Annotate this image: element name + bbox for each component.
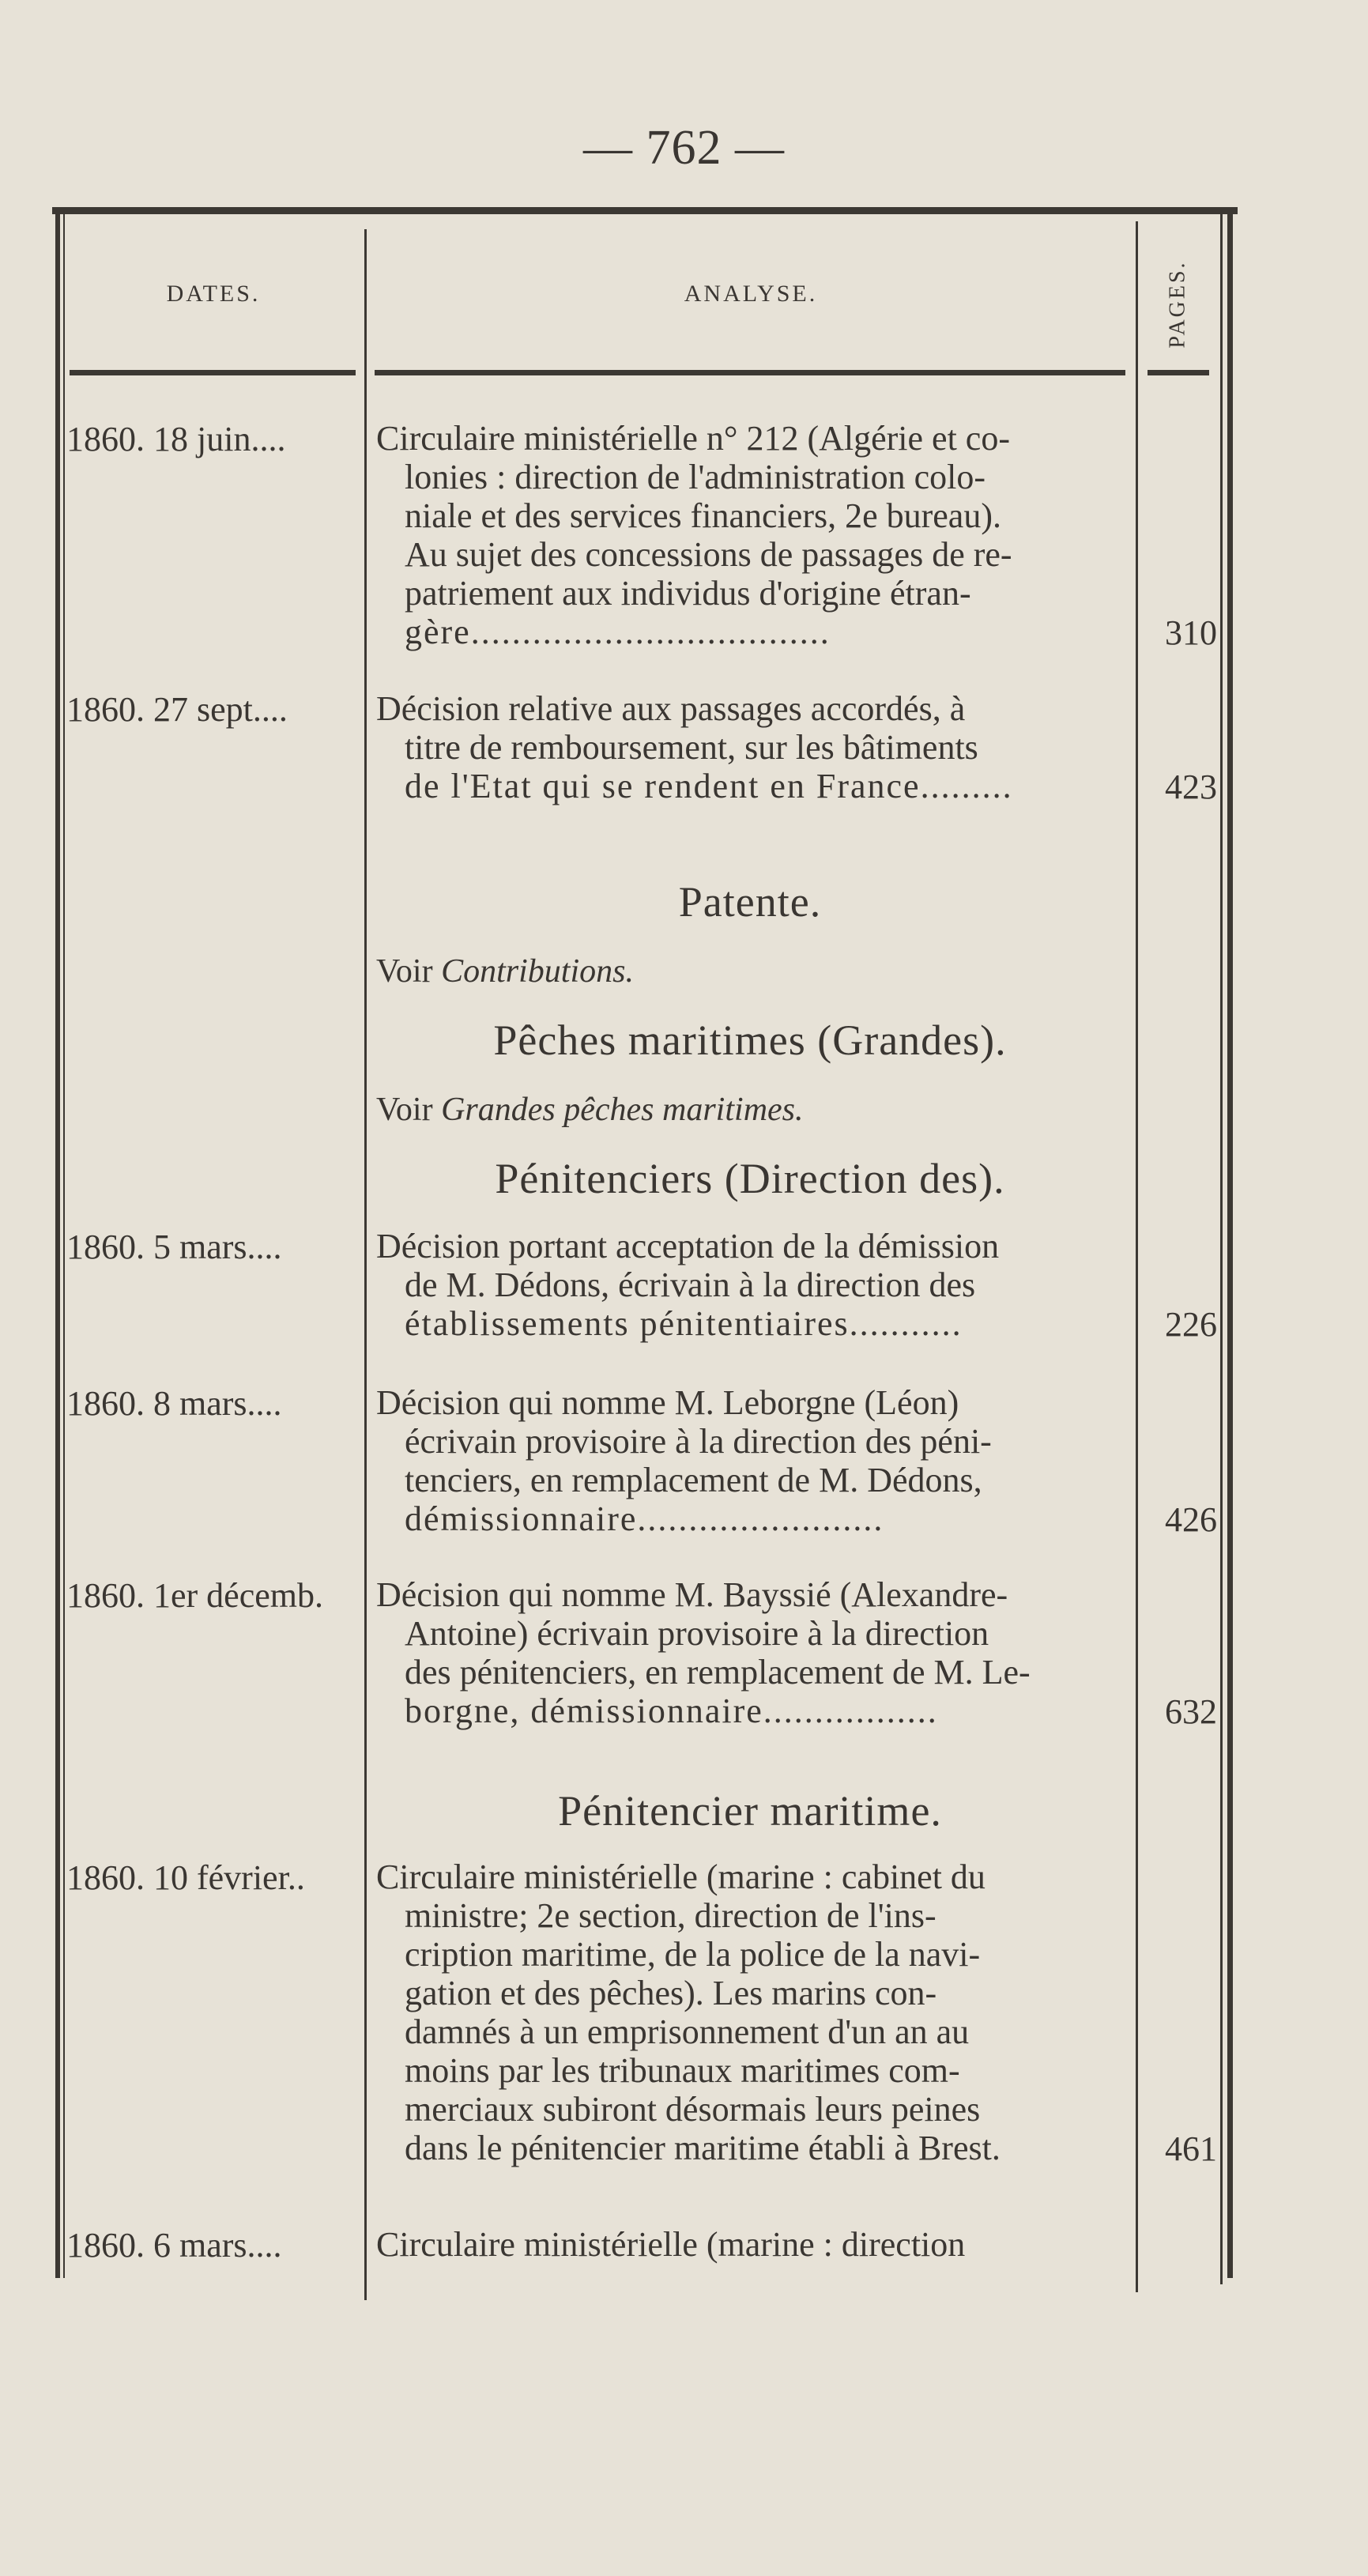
analysis-line: Circulaire ministérielle (marine : direction [376,2225,966,2264]
entry-analysis [376,1383,1125,1538]
table-top-rule [52,207,1238,214]
analysis-line: Décision portant acceptation de la démission [376,1227,1000,1265]
analysis-line: moins par les tribunaux maritimes com- [405,2051,960,2090]
header-dates: DATES. [166,281,261,307]
section-heading-patente: Patente. [678,878,822,926]
analysis-line: Décision qui nomme M. Bayssié (Alexandre- [376,1575,1008,1614]
analysis-line: borgne, démissionnaire................. [405,1692,938,1730]
analysis-line: Au sujet des concessions de passages de re- [405,535,1012,574]
analysis-line: démissionnaire........................ [405,1499,884,1538]
entry-date: 1860. 27 sept.... [66,690,288,729]
column-divider-pages [1136,221,1138,2292]
header-analyse: ANALYSE. [684,281,818,307]
entry-page-ref: 310 [1165,613,1217,652]
voir-reference: Contributions. [441,953,634,990]
analysis-line: niale et des services financiers, 2e bureau). [405,496,1001,535]
cross-reference-patente [376,952,634,990]
entry-page-ref: 632 [1165,1692,1217,1731]
entry-analysis [376,1575,1125,1730]
section-heading-peches: Pêches maritimes (Grandes). [493,1016,1007,1064]
entry-date: 1860. 6 mars.... [66,2226,282,2265]
header-rule-pages [1148,370,1209,375]
analysis-line: établissements pénitentiaires........... [405,1304,963,1343]
section-heading-penitenciers: Pénitenciers (Direction des). [495,1155,1005,1202]
analysis-line: de M. Dédons, écrivain à la direction des [405,1265,976,1304]
entry-page-ref: 426 [1165,1500,1217,1539]
entry-analysis [376,2225,1125,2264]
analysis-line: merciaux subiront désormais leurs peines [405,2090,981,2129]
header-pages-label: PAGES. [1165,260,1190,349]
cross-reference-peches [376,1091,804,1129]
header-rule-dates [70,370,356,375]
voir-reference: Grandes pêches maritimes. [441,1092,804,1128]
analysis-line: Circulaire ministérielle n° 212 (Algérie et co- [376,419,1010,458]
analysis-line: lonies : direction de l'administration colo- [405,458,985,496]
entry-page-ref: 423 [1165,768,1217,806]
entry-page-ref: 461 [1165,2129,1217,2168]
entry-analysis [376,419,1125,651]
analysis-line: des pénitenciers, en remplacement de M. Le- [405,1653,1031,1692]
entry-date: 1860. 10 février.. [66,1858,305,1897]
entry-date: 1860. 5 mars.... [66,1228,282,1266]
voir-label: Voir [376,953,433,990]
entry-date: 1860. 1er décemb. [66,1576,323,1615]
entry-analysis [376,1858,1125,2167]
entry-page-ref: 226 [1165,1305,1217,1344]
analysis-line: cription maritime, de la police de la navi- [405,1935,981,1974]
table-border-right [1227,207,1233,2278]
header-pages [1136,237,1219,372]
column-divider-dates [364,229,367,2300]
table-border-right-inner [1220,213,1223,2284]
table-border-left [55,207,60,2278]
entry-analysis [376,689,1125,805]
analysis-line: écrivain provisoire à la direction des péni- [405,1422,992,1461]
analysis-line: gère................................... [405,613,831,651]
entry-date: 1860. 18 juin.... [66,420,286,458]
analysis-line: damnés à un emprisonnement d'un an au [405,2012,970,2051]
header-rule-analyse [375,370,1125,375]
analysis-line: de l'Etat qui se rendent en France......... [405,767,1013,805]
analysis-line: tenciers, en remplacement de M. Dédons, [405,1461,982,1499]
table-border-left-inner [63,207,65,2278]
analysis-line: gation et des pêches). Les marins con- [405,1974,937,2012]
analysis-line: Antoine) écrivain provisoire à la direction [405,1614,989,1653]
entry-date: 1860. 8 mars.... [66,1384,282,1423]
page-number: — 762 — [583,121,785,175]
analysis-line: titre de remboursement, sur les bâtiments [405,728,978,767]
voir-label: Voir [376,1092,433,1128]
analysis-line: patriement aux individus d'origine étran- [405,574,971,613]
analysis-line: dans le pénitencier maritime établi à Brest. [405,2129,1001,2167]
analysis-line: Circulaire ministérielle (marine : cabinet du [376,1858,985,1896]
analysis-line: Décision relative aux passages accordés, à [376,689,966,728]
analysis-line: Décision qui nomme M. Leborgne (Léon) [376,1383,959,1422]
analysis-line: ministre; 2e section, direction de l'ins- [405,1896,936,1935]
section-heading-penitencier-maritime: Pénitencier maritime. [558,1787,942,1835]
entry-analysis [376,1227,1125,1343]
